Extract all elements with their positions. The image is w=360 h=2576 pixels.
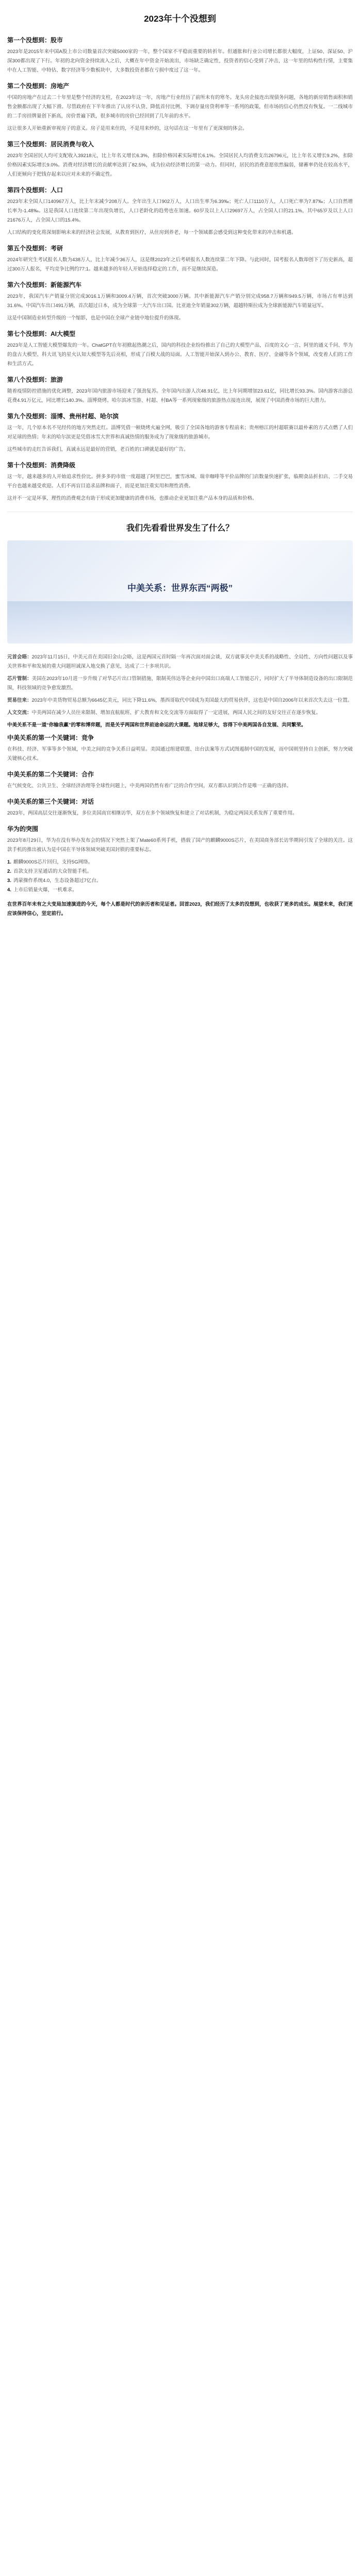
section-paragraph: 这些城市的走红告诉我们，真诚永远是最好的营销，老百姓的口碑就是最好的广告。 xyxy=(7,447,189,452)
list-text: 麒麟9000S芯片回归，支持5G网络。 xyxy=(13,859,93,865)
relations-item xyxy=(7,653,353,671)
section-paragraph: 这一年，几个原本名不见经传的地方突然走红。淄博凭借一顿烧烤火遍全网，吸引了全国各地的游客专程前来；贵州榕江的村超联赛以最朴素的方式点燃了人们对足球的热情；年末的哈尔滨更是凭借冰雪大世界和真诚热情的服务成为了现象级的旅游城市。 xyxy=(7,425,353,440)
topic-paragraph: 在科技、经济、军事等多个领域，中美之间的竞争关系日益明显。美国通过组建联盟、出台法案等方式试图遏制中国的发展，而中国则坚持自主创新，努力突破关键核心技术。 xyxy=(7,747,353,761)
banner-decoration xyxy=(7,601,353,643)
part-two-title: 我们先看看世界发生了什么？ xyxy=(126,524,234,533)
article-section xyxy=(7,36,353,75)
section-paragraph: 中国的房地产在过去二十年里是整个经济的支柱，在2023年这一年，房地产行业经历了前所未有的寒冬。龙头房企接连出现债务问题，各地的新房销售面积和销售金额都出现了大幅下滑。尽管政府在下半年推出了认房不认贷、降低首付比例、下调存量房贷利率等一系列的政策，但市场的信心仍然没有恢复。一二线城市的二手房挂牌量创下新高，房价普遍下跌，很多城市的房价已经回到了几年前的水平。 xyxy=(7,95,353,119)
section-paragraph: 2023年全国居民人均可支配收入39218元，比上年名义增长6.3%，扣除价格因素实际增长6.1%。全国居民人均消费支出26796元，比上年名义增长9.2%，扣除价格因素实际增长9.0%。消费对经济增长的贡献率达到了82.5%，成为拉动经济增长的第一动力。但同时，居民的消费意愿依然偏弱，储蓄率仍处在较高水平，人们更倾向于把钱存起来以应对未来的不确定性。 xyxy=(7,153,353,177)
relations-item-text: 2023年11月15日，中美元首在美国旧金山会晤，这是两国元首时隔一年再次面对面会谈，双方就事关中美关系的战略性、全局性、方向性问题以及事关世界和平和发展的重大问题坦诚深入地交换了意见，达成了二十多项共识。 xyxy=(7,654,353,669)
article-section xyxy=(7,412,353,454)
topics-container xyxy=(7,733,353,818)
highlight-paragraph: 中美关系不是一道“你输我赢”的零和博弈题，而是关乎两国和世界前途命运的大课题。地球足够大，容得下中美两国各自发展、共同繁荣。 xyxy=(7,722,306,728)
topic-paragraph: 2023年，两国高层交往逐渐恢复，多位美国高官相继访华，双方在多个领域恢复和建立了对话机制，为稳定两国关系发挥了重要作用。 xyxy=(7,810,298,816)
relations-item-label: 芯片管制： xyxy=(7,676,32,682)
huawei-paragraph: 2023年8月29日，华为在没有举办发布会的情况下突然上架了Mate60系列手机，搭载了国产的麒麟9000S芯片，在美国商务部长访华期间引发了全球的关注。这款手机的推出被认为是中国在半导体领域突破美国封锁的重要标志。 xyxy=(7,838,353,853)
section-heading: 第九个没想到：淄博、贵州村超、哈尔滨 xyxy=(7,413,119,420)
list-number: 1. xyxy=(7,859,11,865)
list-number: 4. xyxy=(7,887,11,893)
section-paragraph: 2024年研究生考试报名人数为438万人，比上年减少36万人，这是继2023年之后考研报名人数连续第二年下降。与此同时，国考报名人数却创下了历史新高，超过300万人报名，平均竞争比例约77:1。越来越多的年轻人开始选择稳定的工作，而不是继续深造。 xyxy=(7,257,353,272)
list-text: 上市后销量火爆，一机难求。 xyxy=(13,887,77,893)
relations-item-label: 贸易往来： xyxy=(7,698,32,703)
section-heading: 第五个没想到：考研 xyxy=(7,245,63,252)
section-paragraph: 这是中国制造业转型升级的一个缩影，也是中国在全球产业链中地位提升的体现。 xyxy=(7,315,184,321)
article-section xyxy=(7,244,353,274)
topic-section xyxy=(7,770,353,791)
topic-paragraph: 在气候变化、公共卫生、全球经济治理等全球性问题上，中美两国仍然有着广泛的合作空间，双方都认识到合作是唯一正确的选择。 xyxy=(7,783,292,789)
article-section xyxy=(7,280,353,323)
list-number: 3. xyxy=(7,878,11,884)
section-heading: 第一个没想到：股市 xyxy=(7,37,63,44)
topic-heading: 中美关系的第三个关键词：对话 xyxy=(7,798,94,805)
section-paragraph: 这并不一定是坏事，理性的消费观念有助于形成更加健康的消费市场，也推动企业更加注重产品本身的品质和价格。 xyxy=(7,496,257,501)
topic-section xyxy=(7,797,353,818)
section-paragraph: 2023年末全国人口140967万人，比上年末减少208万人。全年出生人口902万人，人口出生率为6.39‰；死亡人口1110万人，人口死亡率为7.87‰；人口自然增长率为-1.48‰。这是我国人口连续第二年出现负增长，人口老龄化的趋势也在加速。60岁及以上人口29697万人，占全国人口的21.1%，其中65岁及以上人口21676万人，占全国人口的15.4%。 xyxy=(7,199,353,223)
article-section xyxy=(7,461,353,503)
article-section xyxy=(7,185,353,238)
article-page xyxy=(0,0,360,919)
relations-item xyxy=(7,708,353,718)
article-section xyxy=(7,81,353,133)
topic-heading: 中美关系的第一个关键词：竞争 xyxy=(7,734,94,741)
list-text: 鸿蒙操作系统4.0，生态设备超过7亿台。 xyxy=(13,878,102,884)
section-paragraph: 2023年，我国汽车产销量分别完成3016.1万辆和3009.4万辆，首次突破3000万辆。其中新能源汽车产销分别完成958.7万辆和949.5万辆，市场占有率达到31.6%。中国汽车出口491万辆，首次超过日本，成为全球第一大汽车出口国。比亚迪全年销量302万辆，超越特斯拉成为全球新能源汽车销量冠军。 xyxy=(7,294,353,309)
huawei-list-item xyxy=(7,858,353,867)
section-heading: 第八个没想到：旅游 xyxy=(7,376,63,383)
sections-container xyxy=(7,36,353,503)
page-title: 2023年十个没想到 xyxy=(144,14,216,24)
list-number: 2. xyxy=(7,869,11,874)
list-text: 首款支持卫星通话的大众智能手机。 xyxy=(13,869,92,874)
topic-heading: 中美关系的第二个关键词：合作 xyxy=(7,771,94,778)
article-section xyxy=(7,329,353,369)
section-heading: 第六个没想到：新能源汽车 xyxy=(7,281,82,289)
relations-item-text: 中美两国在减少人员往来限制、增加直航航班、扩大教育和文化交流等方面取得了一定进展，两国人民之间的友好交往正在逐步恢复。 xyxy=(31,710,321,716)
topic-section xyxy=(7,733,353,764)
section-heading: 第七个没想到：AI大模型 xyxy=(7,330,76,337)
relations-item-label: 元首会晤： xyxy=(7,654,32,660)
section-paragraph: 2023年是2015年来中国A股上市公司数量首次突破5000家的一年，整个国家不平稳而重要的转折年。但通胀和行业公司增长都很大幅度，上证50、深证50、沪深300都出现了下行。年初的北向资金持续流入之后，大概在年中资金开始流出，市场缺乏确定性，投资者的信心受到了冲击，这一年里的结构性行情，主要集中在人工智能、中特估、数字经济等少数板块中，大多数投资者都在亏损中度过了这一年。 xyxy=(7,49,353,73)
huawei-heading: 华为的突围 xyxy=(7,825,39,833)
section-paragraph: 随着疫情防控措施的优化调整，2023年国内旅游市场迎来了强劲复苏。全年国内出游人次48.91亿，比上年同期增加23.61亿，同比增长93.3%。国内游客出游总花费4.91万亿元，同比增长140.3%。淄博烧烤、哈尔滨冰雪游、村超、村BA等一系列现象级的旅游热点接连出现，展现了中国消费市场的巨大潜力。 xyxy=(7,388,353,403)
section-heading: 第二个没想到：房地产 xyxy=(7,82,70,90)
section-paragraph: 2023年是人工智能大模型爆发的一年。ChatGPT在年初掀起热潮之后，国内的科技企业纷纷推出了自己的大模型产品，百度的文心一言、阿里的通义千问、华为的盘古大模型、科大讯飞的星火认知大模型等先后亮相，形成了百模大战的局面。人工智能开始深入到办公、教育、医疗、金融等各个领域，改变着人们的工作和生活方式。 xyxy=(7,343,353,367)
relations-item xyxy=(7,674,353,693)
section-paragraph: 人口结构的变化将深刻影响未来的经济社会发展，从教育到医疗，从住房到养老，每一个领域都会感受到这种变化带来的冲击和机遇。 xyxy=(7,230,297,235)
relations-items xyxy=(7,653,353,718)
relations-item-label: 人文交流： xyxy=(7,710,32,716)
section-heading: 第四个没想到：人口 xyxy=(7,187,63,194)
section-heading: 第三个没想到：居民消费与收入 xyxy=(7,141,94,148)
section-heading: 第十个没想到：消费降级 xyxy=(7,462,76,469)
huawei-list-item xyxy=(7,886,353,895)
section-paragraph: 这让很多人开始重新审视房子的意义。房子是用来住的，不是用来炒的，这句话在这一年里有了更深刻的体会。 xyxy=(7,126,248,131)
huawei-list xyxy=(7,858,353,895)
relations-item-text: 2023年中美货物贸易总额为6645亿美元，同比下降11.6%，墨西哥取代中国成为美国最大的贸易伙伴，这也是中国自2006年以来首次失去这一位置。 xyxy=(31,698,353,703)
article-section xyxy=(7,140,353,179)
closing-paragraph: 在世界百年未有之大变局加速演进的今天，每个人都是时代的亲历者和见证者。回首2023，我们经历了太多的没想到，也收获了更多的成长。展望未来，我们更应该保持信心，坚定前行。 xyxy=(7,902,353,917)
section-paragraph: 这一年，越来越多的人开始追求性价比。拼多多的市值一度超越了阿里巴巴，蜜雪冰城、瑞幸咖啡等平价品牌的门店数量快速扩张，临期食品折扣店、二手交易平台也越来越受欢迎。人们不再盲目追求品牌和面子，而是更加注重实用和理性消费。 xyxy=(7,474,353,489)
huawei-list-item xyxy=(7,876,353,886)
relations-item xyxy=(7,696,353,705)
huawei-list-item xyxy=(7,867,353,876)
relations-item-text: 美国在2023年10月进一步升级了对华芯片出口管制措施，限制英伟达等企业向中国出口高端人工智能芯片，同时扩大了半导体制造设备的出口限制范围，科技领域的竞争愈发激烈。 xyxy=(7,676,353,691)
banner-title: 中美关系：世界东西“两极” xyxy=(127,583,233,593)
banner-image xyxy=(7,540,353,643)
article-section xyxy=(7,375,353,405)
